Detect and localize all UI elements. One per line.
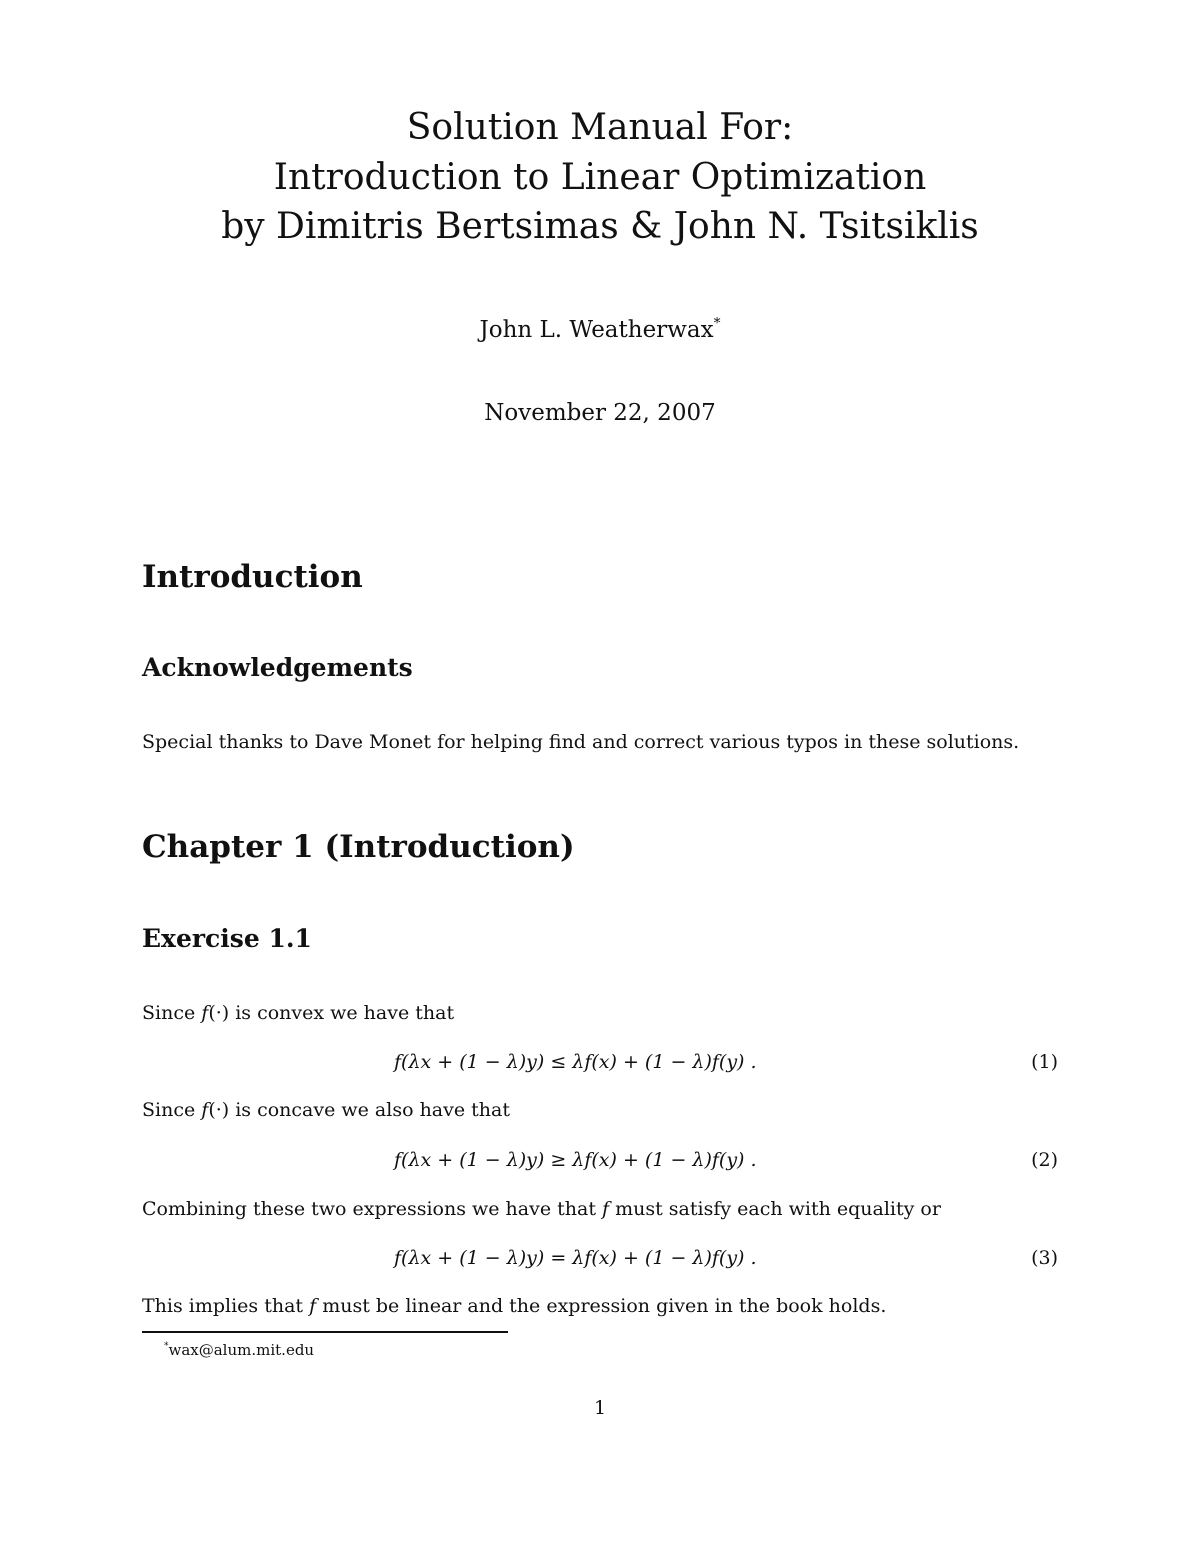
equation-2 [394,1151,757,1170]
title-line-3: by Dimitris Bertsimas & John N. Tsitsiklis [221,206,979,247]
para3-f: f [602,1198,610,1220]
footnote-rule [142,1331,508,1333]
para3-post: must satisfy each with equality or [609,1198,941,1220]
para4-post: must be linear and the expression given in the book holds. [316,1295,887,1317]
exercise-paragraph-3 [142,1200,941,1219]
equation-2-text: f(λx + (1 − λ)y) ≥ λf(x) + (1 − λ)f(y) . [394,1149,757,1171]
para3-pre: Combining these two expressions we have that [142,1198,603,1220]
page-number: 1 [593,1397,607,1419]
exercise-heading: Exercise 1.1 [142,924,312,953]
acknowledgements-text: Special thanks to Dave Monet for helping find and correct various typos in these solutions. [142,731,1020,753]
equation-1 [394,1053,757,1072]
chapter-1-heading: Chapter 1 (Introduction) [142,829,575,865]
author-name: John L. Weatherwax [479,317,714,343]
equation-3-number: (3) [1031,1247,1058,1269]
introduction-heading: Introduction [142,559,363,595]
para1-post: (·) is convex we have that [208,1002,455,1024]
para4-f: f [309,1295,317,1317]
footnote-email: wax@alum.mit.edu [168,1341,315,1359]
para2-f: f [201,1099,209,1121]
acknowledgements-heading: Acknowledgements [142,653,413,682]
para2-post: (·) is concave we also have that [208,1099,510,1121]
exercise-paragraph-1 [142,1004,454,1023]
para1-pre: Since [142,1002,202,1024]
footnote-mark: * [164,1341,169,1352]
title-line-1: Solution Manual For: [406,107,794,148]
document-date: November 22, 2007 [484,400,716,426]
title-line-2: Introduction to Linear Optimization [273,157,927,198]
equation-3 [394,1249,757,1268]
author-footnote-mark: * [713,315,721,332]
exercise-paragraph-2 [142,1101,510,1120]
equation-2-number: (2) [1031,1149,1058,1171]
equation-1-number: (1) [1031,1051,1058,1073]
equation-3-text: f(λx + (1 − λ)y) = λf(x) + (1 − λ)f(y) . [394,1247,757,1269]
exercise-paragraph-4 [142,1297,886,1316]
author-line [0,315,1200,343]
para1-f: f [201,1002,209,1024]
para2-pre: Since [142,1099,202,1121]
equation-1-text: f(λx + (1 − λ)y) ≤ λf(x) + (1 − λ)f(y) . [394,1051,757,1073]
para4-pre: This implies that [142,1295,310,1317]
footnote [164,1343,314,1358]
